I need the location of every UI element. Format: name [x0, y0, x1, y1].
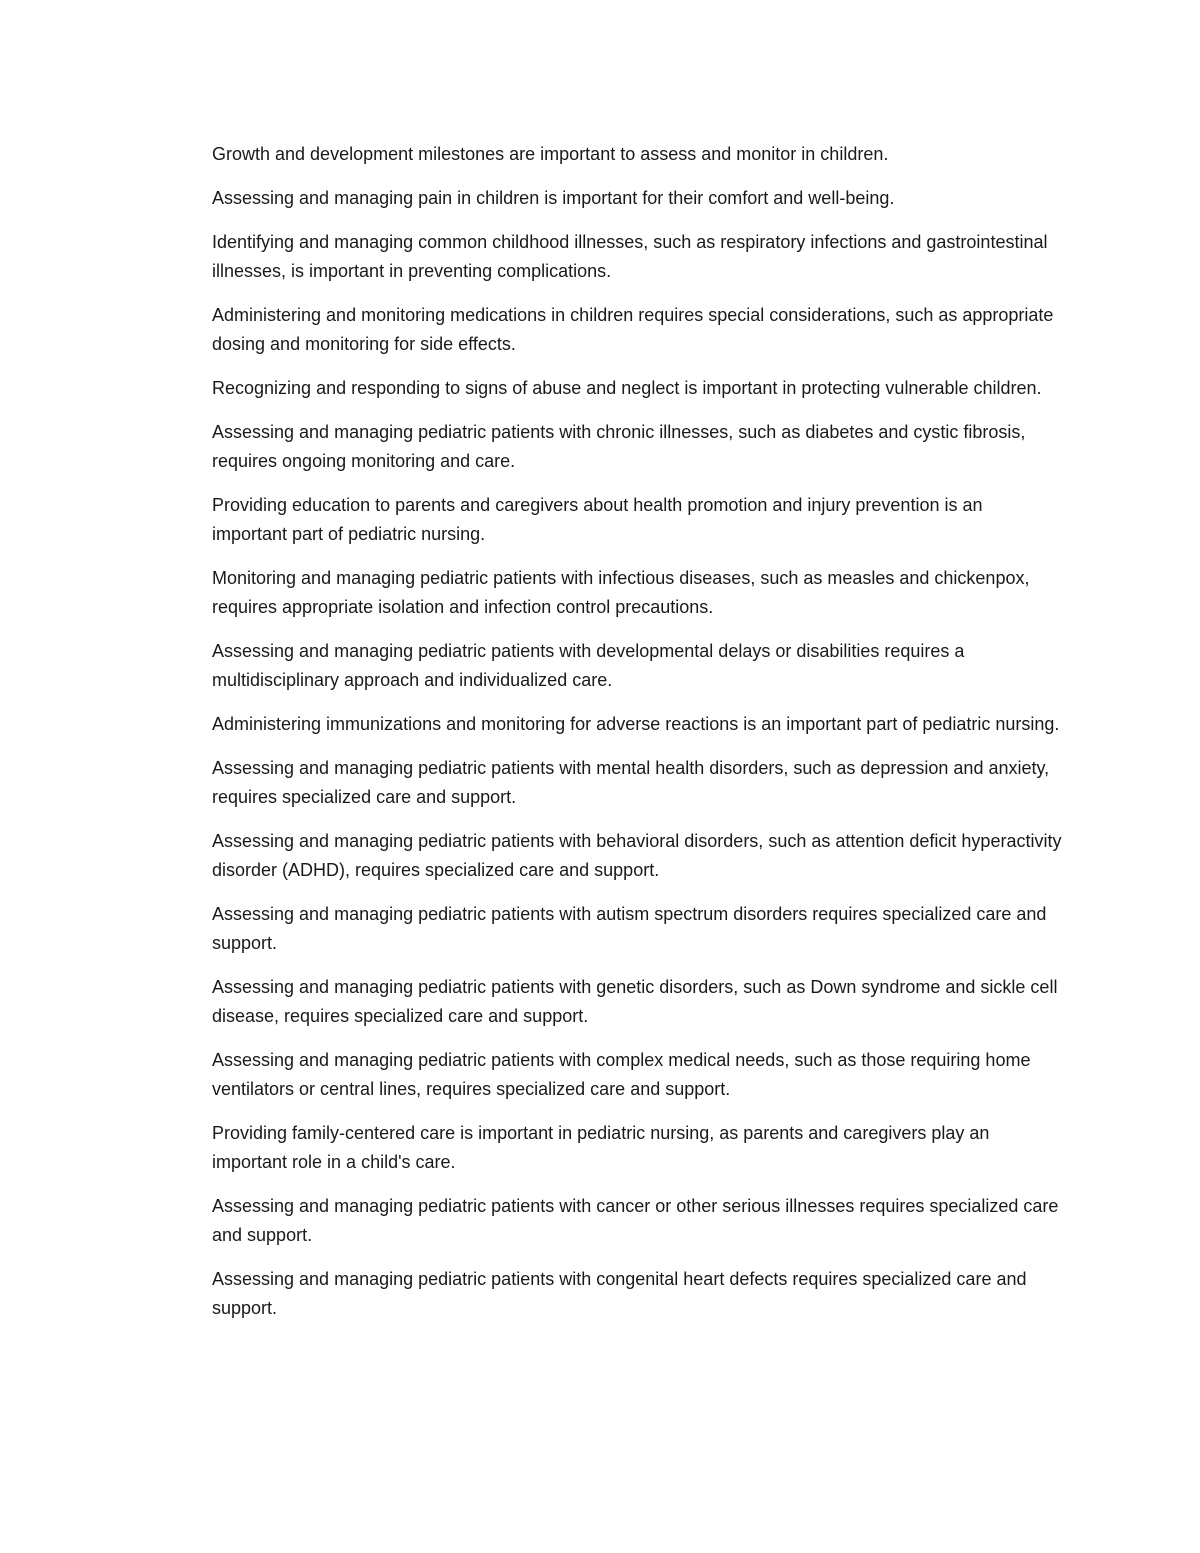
- paragraph: Recognizing and responding to signs of abuse and neglect is important in protecting vulnerable children.: [212, 378, 1042, 398]
- paragraph: Assessing and managing pediatric patients with genetic disorders, such as Down syndrome and sickle cell disease, requires specialized care and support.: [212, 977, 1058, 1026]
- paragraph: Assessing and managing pediatric patients with congenital heart defects requires specialized care and support.: [212, 1269, 1027, 1318]
- paragraph: Administering immunizations and monitoring for adverse reactions is an important part of pediatric nursing.: [212, 714, 1060, 734]
- paragraph: Assessing and managing pediatric patients with autism spectrum disorders requires specialized care and support.: [212, 904, 1047, 953]
- paragraph: Administering and monitoring medications in children requires special considerations, such as appropriate dosing and monitoring for side effects.: [212, 305, 1054, 354]
- paragraph: Growth and development milestones are important to assess and monitor in children.: [212, 144, 889, 164]
- paragraph: Assessing and managing pediatric patients with chronic illnesses, such as diabetes and cystic fibrosis, requires ongoing monitoring and care.: [212, 422, 1026, 471]
- paragraph: Providing education to parents and caregivers about health promotion and injury prevention is an important part of pediatric nursing.: [212, 495, 983, 544]
- paragraph: Assessing and managing pediatric patients with complex medical needs, such as those requiring home ventilators or central lines, requires specialized care and support.: [212, 1050, 1031, 1099]
- paragraph: Assessing and managing pain in children is important for their comfort and well-being.: [212, 188, 895, 208]
- paragraph: Monitoring and managing pediatric patients with infectious diseases, such as measles and chickenpox, requires appropriate isolation and infection control precautions.: [212, 568, 1030, 617]
- paragraph: Identifying and managing common childhood illnesses, such as respiratory infections and gastrointestinal illnesses, is important in preventing complications.: [212, 232, 1048, 281]
- paragraph: Assessing and managing pediatric patients with cancer or other serious illnesses requires specialized care and support.: [212, 1196, 1059, 1245]
- paragraph: Assessing and managing pediatric patients with mental health disorders, such as depression and anxiety, requires specialized care and support.: [212, 758, 1050, 807]
- paragraph: Assessing and managing pediatric patients with developmental delays or disabilities requires a multidisciplinary approach and individualized care.: [212, 641, 965, 690]
- paragraph: Providing family-centered care is important in pediatric nursing, as parents and caregivers play an important role in a child's care.: [212, 1123, 990, 1172]
- document-body: [212, 140, 1062, 1338]
- paragraph: Assessing and managing pediatric patients with behavioral disorders, such as attention deficit hyperactivity disorder (ADHD), requires specialized care and support.: [212, 831, 1062, 880]
